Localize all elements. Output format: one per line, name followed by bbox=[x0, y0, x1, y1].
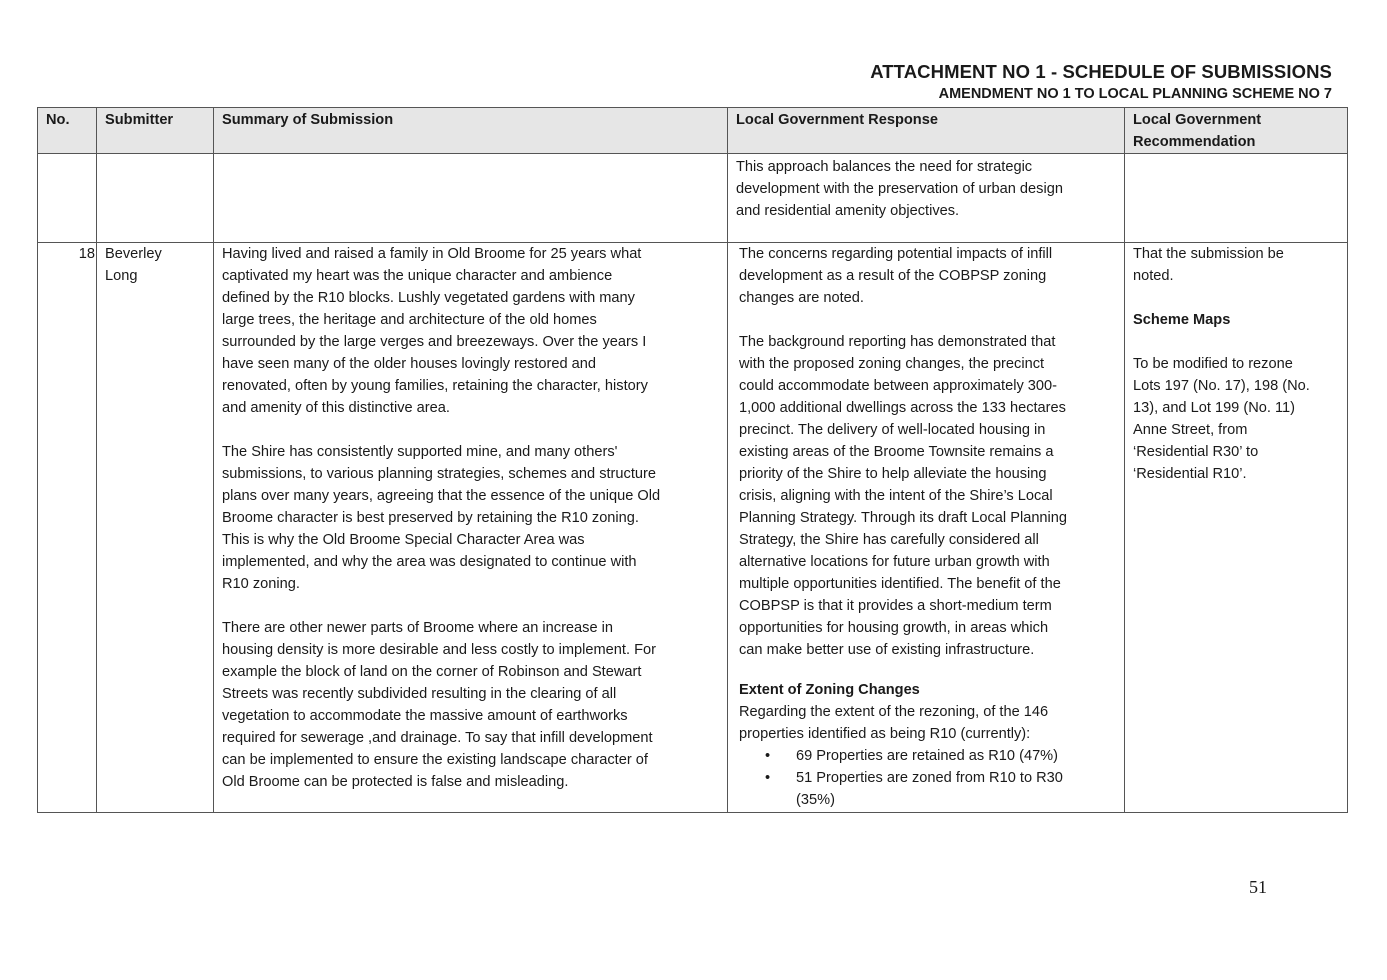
recommendation-paragraph-2 bbox=[1133, 353, 1339, 485]
summary-paragraph-1 bbox=[222, 243, 719, 419]
document-subtitle: AMENDMENT NO 1 TO LOCAL PLANNING SCHEME NO 7 bbox=[938, 86, 1332, 102]
text-line: The concerns regarding potential impacts of infill bbox=[739, 246, 1053, 262]
text-line: can make better use of existing infrastructure. bbox=[739, 642, 1035, 658]
text-line: existing areas of the Broome Townsite remains a bbox=[739, 444, 1054, 460]
submitter-name-line: Beverley bbox=[105, 246, 162, 262]
list-item bbox=[739, 767, 1116, 811]
text-line: noted. bbox=[1133, 268, 1174, 284]
submission-number: 18 bbox=[78, 246, 95, 262]
col-header-recommendation-line: Recommendation bbox=[1133, 134, 1256, 150]
text-line: The Shire has consistently supported mine, and many others' bbox=[222, 444, 618, 460]
text-line: The background reporting has demonstrated that bbox=[739, 334, 1056, 350]
text-line: 69 Properties are retained as R10 (47%) bbox=[796, 748, 1059, 764]
text-line: housing density is more desirable and less costly to implement. For bbox=[222, 642, 656, 658]
text-line: and residential amenity objectives. bbox=[736, 203, 960, 219]
submissions-table bbox=[37, 107, 1348, 813]
text-line: multiple opportunities identified. The benefit of the bbox=[739, 576, 1061, 592]
document-header bbox=[870, 60, 1332, 104]
col-header-recommendation bbox=[1125, 108, 1348, 154]
text-line: There are other newer parts of Broome where an increase in bbox=[222, 620, 613, 636]
recommendation-heading-scheme-maps: Scheme Maps bbox=[1133, 312, 1231, 328]
text-line: Anne Street, from bbox=[1133, 422, 1248, 438]
text-line: (35%) bbox=[796, 792, 835, 808]
text-line: alternative locations for future urban growth with bbox=[739, 554, 1050, 570]
response-paragraph-3 bbox=[739, 701, 1116, 745]
col-header-submitter: Submitter bbox=[97, 108, 214, 154]
text-line: COBPSP is that it provides a short-medium term bbox=[739, 598, 1052, 614]
response-paragraph-2 bbox=[739, 331, 1116, 661]
text-line: example the block of land on the corner of Robinson and Stewart bbox=[222, 664, 642, 680]
cell-submitter-empty bbox=[97, 154, 214, 243]
response-heading-zoning: Extent of Zoning Changes bbox=[739, 682, 920, 698]
text-line: development as a result of the COBPSP zoning bbox=[739, 268, 1047, 284]
text-line: ‘Residential R30’ to bbox=[1133, 444, 1259, 460]
text-line: changes are noted. bbox=[739, 290, 864, 306]
text-line: development with the preservation of urban design bbox=[736, 181, 1063, 197]
table-header-row bbox=[38, 108, 1348, 154]
cell-response bbox=[728, 243, 1125, 813]
text-line: defined by the R10 blocks. Lushly vegetated gardens with many bbox=[222, 290, 635, 306]
text-line: 1,000 additional dwellings across the 133 hectares bbox=[739, 400, 1066, 416]
text-line: required for sewerage ,and drainage. To say that infill development bbox=[222, 730, 653, 746]
text-line: have seen many of the older houses lovingly restored and bbox=[222, 356, 596, 372]
text-line: This approach balances the need for strategic bbox=[736, 159, 1033, 175]
zoning-bullet-list bbox=[739, 745, 1116, 811]
text-line: precinct. The delivery of well-located housing in bbox=[739, 422, 1046, 438]
text-line: Old Broome can be protected is false and misleading. bbox=[222, 774, 569, 790]
text-line: Strategy, the Shire has carefully considered all bbox=[739, 532, 1039, 548]
summary-paragraph-3 bbox=[222, 617, 719, 793]
text-line: implemented, and why the area was designated to continue with bbox=[222, 554, 637, 570]
text-line: plans over many years, agreeing that the essence of the unique Old bbox=[222, 488, 661, 504]
text-line: properties identified as being R10 (currently): bbox=[739, 726, 1031, 742]
cell-no-empty bbox=[38, 154, 97, 243]
text-line: opportunities for housing growth, in areas which bbox=[739, 620, 1049, 636]
summary-paragraph-2 bbox=[222, 441, 719, 595]
text-line: captivated my heart was the unique character and ambience bbox=[222, 268, 613, 284]
text-line: with the proposed zoning changes, the precinct bbox=[739, 356, 1045, 372]
col-header-no: No. bbox=[38, 108, 97, 154]
cell-response-continued bbox=[728, 154, 1125, 243]
document-title: ATTACHMENT NO 1 - SCHEDULE OF SUBMISSIONS bbox=[870, 61, 1332, 82]
text-line: renovated, often by young families, retaining the character, history bbox=[222, 378, 648, 394]
text-line: To be modified to rezone bbox=[1133, 356, 1293, 372]
text-line: This is why the Old Broome Special Character Area was bbox=[222, 532, 585, 548]
cell-recommendation-empty bbox=[1125, 154, 1348, 243]
text-line: Lots 197 (No. 17), 198 (No. bbox=[1133, 378, 1310, 394]
text-line: vegetation to accommodate the massive amount of earthworks bbox=[222, 708, 628, 724]
table-row-submission-18 bbox=[38, 243, 1348, 813]
text-line: Planning Strategy. Through its draft Local Planning bbox=[739, 510, 1068, 526]
text-line: crisis, aligning with the intent of the Shire’s Local bbox=[739, 488, 1053, 504]
cell-submitter bbox=[97, 243, 214, 813]
table-row-continued bbox=[38, 154, 1348, 243]
page-number: 51 bbox=[1249, 877, 1267, 897]
bullet-icon: • bbox=[765, 748, 771, 764]
response-paragraph-1 bbox=[739, 243, 1116, 309]
text-line: can be implemented to ensure the existing landscape character of bbox=[222, 752, 648, 768]
text-line: Having lived and raised a family in Old Broome for 25 years what bbox=[222, 246, 642, 262]
col-header-recommendation-line: Local Government bbox=[1133, 112, 1262, 128]
col-header-summary: Summary of Submission bbox=[214, 108, 728, 154]
list-item bbox=[739, 745, 1116, 767]
text-line: ‘Residential R10’. bbox=[1133, 466, 1247, 482]
text-line: Streets was recently subdivided resulting in the clearing of all bbox=[222, 686, 617, 702]
cell-summary-empty bbox=[214, 154, 728, 243]
text-line: 13), and Lot 199 (No. 11) bbox=[1133, 400, 1295, 416]
text-line: submissions, to various planning strategies, schemes and structure bbox=[222, 466, 656, 482]
text-line: Regarding the extent of the rezoning, of the 146 bbox=[739, 704, 1049, 720]
cell-no bbox=[38, 243, 97, 813]
text-line: surrounded by the large verges and breezeways. Over the years I bbox=[222, 334, 647, 350]
text-line: That the submission be bbox=[1133, 246, 1284, 262]
text-line: priority of the Shire to help alleviate the housing bbox=[739, 466, 1047, 482]
text-line: Broome character is best preserved by retaining the R10 zoning. bbox=[222, 510, 639, 526]
bullet-icon: • bbox=[765, 770, 771, 786]
submitter-name-line: Long bbox=[105, 268, 138, 284]
cell-summary bbox=[214, 243, 728, 813]
text-line: 51 Properties are zoned from R10 to R30 bbox=[796, 770, 1063, 786]
cell-recommendation bbox=[1125, 243, 1348, 813]
text-line: and amenity of this distinctive area. bbox=[222, 400, 450, 416]
text-line: could accommodate between approximately 300- bbox=[739, 378, 1057, 394]
col-header-response: Local Government Response bbox=[728, 108, 1125, 154]
recommendation-paragraph-1 bbox=[1133, 243, 1339, 287]
text-line: R10 zoning. bbox=[222, 576, 300, 592]
text-line: large trees, the heritage and architecture of the old homes bbox=[222, 312, 597, 328]
